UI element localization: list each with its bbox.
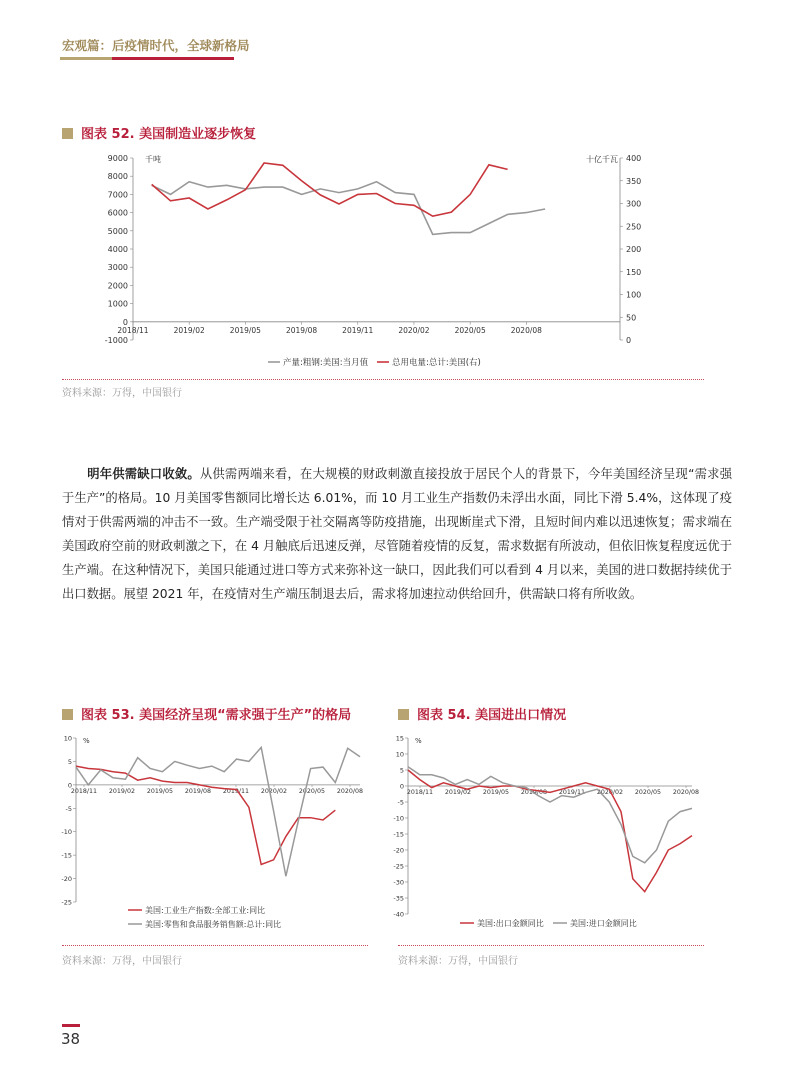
x-tick-label: 2019/08: [184, 787, 212, 795]
running-header: 宏观篇：后疫情时代，全球新格局: [62, 38, 250, 53]
y-tick-label: -15: [61, 851, 72, 860]
x-tick-label: 2018/11: [406, 789, 434, 796]
y-tick-label: 10: [395, 750, 404, 759]
x-tick-label: 2020/05: [634, 789, 662, 796]
paragraph-body: 从供需两端来看，在大规模的财政刺激直接投放于居民个人的背景下，今年美国经济呈现“需求强于生产”的格局。10 月美国零售额同比增长达 6.01%，而 10 月工业生产指数仍未浮出水面，同比下滑 5.4%，这体现了疫情对于供需两端的冲击不一致。生产端受限于社交隔离等防疫措施，出现断崖式下滑，且短时间内难以迅速恢复；需求端在美国政府空前的财政刺激之下，在 4 月触底后迅速反弹，尽管随着疫情的反复，需求数据有所波动，但依旧恢复程度远优于生产端。在这种情况下，美国只能通过进口等方式来弥补这一缺口，因此我们可以看到 4 月以来，美国的进口数据持续优于出口数据。展望 2021 年，在疫情对生产端压制退去后，需求将加速拉动供给回升，供需缺口将有所收敛。: [62, 467, 732, 601]
y-tick-label: -5: [397, 798, 404, 807]
y-tick-label-right: 0: [626, 336, 632, 345]
x-tick-label: 2020/08: [336, 787, 364, 795]
x-tick-label: 2020/02: [596, 789, 624, 796]
body-paragraph: [62, 462, 732, 606]
y-tick-label: -5: [65, 804, 72, 813]
y-tick-label-left: 6000: [107, 208, 128, 218]
y-tick-label-left: 5000: [107, 226, 128, 236]
x-tick-label: 2020/02: [260, 787, 288, 795]
fig54-divider: [398, 945, 704, 946]
x-tick-label: 2020/05: [454, 325, 486, 335]
y-tick-label: 10: [63, 734, 72, 743]
y-tick-label: 0: [67, 781, 72, 790]
y-tick-label: -20: [393, 846, 404, 855]
y-tick-label: -25: [61, 898, 72, 907]
left-unit-label: 千吨: [145, 155, 161, 164]
y-tick-label-left: 9000: [107, 154, 128, 163]
y-tick-label-left: 0: [122, 317, 128, 327]
fig52-title-text: 图表 52. 美国制造业逐步恢复: [81, 127, 257, 142]
retail-sales-series-line: [76, 747, 360, 876]
legend-label-export: 美国:出口金额同比: [477, 919, 544, 928]
fig53-title: [62, 704, 351, 723]
x-tick-label: 2019/02: [173, 325, 205, 335]
fig53-source: 资料来源：万得，中国银行: [62, 956, 182, 967]
fig54-chart: [390, 730, 706, 936]
fig54-source: 资料来源：万得，中国银行: [398, 956, 518, 967]
y-tick-label-right: 150: [626, 267, 642, 277]
y-tick-label: -20: [61, 875, 72, 884]
x-tick-label: 2019/02: [108, 787, 136, 795]
page-number: 38: [61, 1030, 81, 1048]
y-tick-label-right: 100: [626, 290, 642, 300]
y-tick-label: 0: [399, 782, 404, 791]
fig52-divider: [62, 379, 704, 380]
legend-label-industrial: 美国:工业生产指数:全部工业:同比: [145, 906, 266, 915]
fig54-title: [398, 704, 566, 723]
y-tick-label: -40: [393, 910, 404, 919]
x-tick-label: 2019/08: [520, 789, 548, 796]
x-tick-label: 2020/08: [510, 325, 542, 335]
x-tick-label: 2019/11: [342, 325, 374, 335]
y-tick-label-right: 300: [626, 199, 642, 209]
y-tick-label-right: 200: [626, 245, 642, 254]
y-tick-label: -25: [393, 862, 404, 871]
y-tick-label-left: 8000: [107, 172, 128, 182]
header-rule-red: [112, 57, 234, 60]
legend-label-steel: 产量:粗钢:美国:当月值: [283, 358, 369, 368]
y-tick-label-left: 1000: [107, 299, 128, 309]
x-tick-label: 2020/05: [298, 787, 326, 795]
x-tick-label: 2019/02: [444, 789, 472, 796]
header-rule-gold: [60, 57, 112, 60]
y-tick-label-right: 350: [626, 176, 642, 186]
y-tick-label: -35: [393, 894, 404, 903]
x-tick-label: 2019/11: [558, 789, 586, 796]
x-tick-label: 2020/02: [398, 325, 430, 335]
fig-marker-icon: [62, 709, 73, 720]
fig52-source: 资料来源：万得，中国银行: [62, 388, 182, 399]
y-tick-label: 5: [67, 757, 72, 766]
unit-label: %: [83, 737, 90, 745]
legend-label-import: 美国:进口金额同比: [570, 919, 637, 928]
x-tick-label: 2019/08: [285, 325, 318, 335]
y-tick-label: -15: [393, 830, 404, 839]
x-tick-label: 2019/05: [229, 325, 261, 335]
x-tick-label: 2019/05: [482, 789, 510, 796]
y-tick-label: -10: [61, 828, 72, 837]
x-tick-label: 2018/11: [70, 787, 98, 795]
y-tick-label-left: 3000: [107, 263, 128, 273]
y-tick-label-left: -1000: [104, 336, 128, 345]
fig54-title-text: 图表 54. 美国进出口情况: [417, 708, 567, 723]
x-tick-label: 2019/05: [146, 787, 174, 795]
y-tick-label-right: 400: [626, 154, 642, 163]
x-tick-label: 2020/08: [672, 789, 700, 796]
right-unit-label: 十亿千瓦: [586, 155, 618, 164]
y-tick-label: 15: [395, 734, 404, 743]
y-tick-label-left: 4000: [107, 245, 128, 254]
fig52-chart: [100, 148, 660, 380]
paragraph-lead: 明年供需缺口收敛。: [87, 467, 200, 481]
electricity-series-line: [152, 163, 508, 216]
fig53-title-text: 图表 53. 美国经济呈现“需求强于生产”的格局: [81, 708, 352, 723]
y-tick-label-right: 250: [626, 222, 642, 232]
y-tick-label: -10: [393, 814, 404, 823]
y-tick-label: -30: [393, 878, 404, 887]
industrial-production-series-line: [76, 766, 335, 864]
fig52-title: [62, 123, 256, 142]
x-tick-label: 2018/11: [117, 325, 149, 335]
fig53-divider: [62, 945, 368, 946]
legend-label-electricity: 总用电量:总计:美国(右): [392, 358, 481, 368]
legend-label-retail: 美国:零售和食品服务销售额:总计:同比: [145, 920, 282, 929]
unit-label: %: [415, 737, 422, 745]
fig53-chart: [58, 730, 374, 936]
y-tick-label-left: 7000: [107, 190, 128, 200]
import-series-line: [408, 767, 692, 863]
y-tick-label: 5: [399, 766, 404, 775]
fig-marker-icon: [62, 128, 73, 139]
page-number-mark: [62, 1024, 80, 1027]
x-tick-label: 2019/11: [222, 787, 250, 795]
fig-marker-icon: [398, 709, 409, 720]
y-tick-label-left: 2000: [107, 281, 128, 291]
y-tick-label-right: 50: [626, 313, 637, 323]
